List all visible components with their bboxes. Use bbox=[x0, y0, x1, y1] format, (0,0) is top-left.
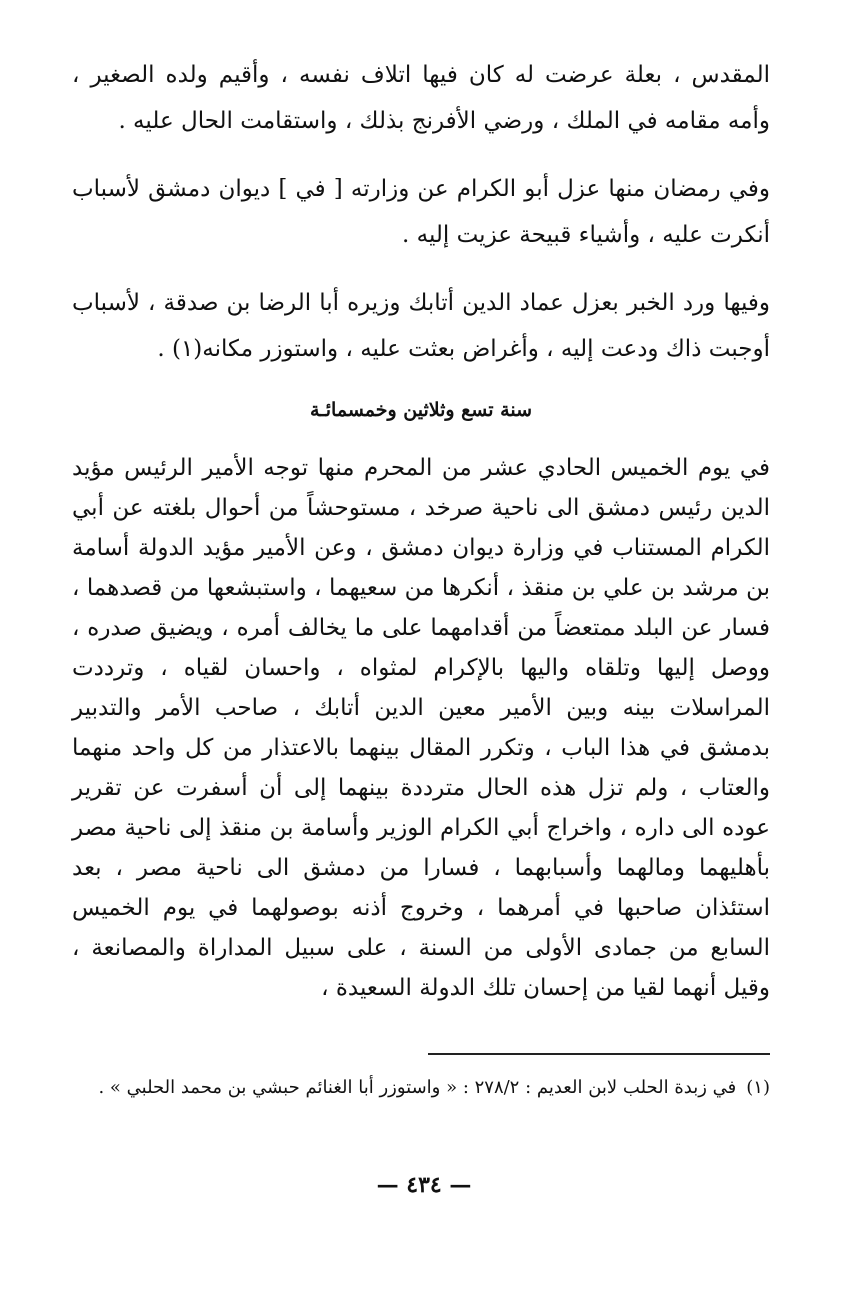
section-heading: سنة تسع وثلاثين وخمسمائـة bbox=[310, 399, 532, 421]
paragraph-2: وفي رمضان منها عزل أبو الكرام عن وزارته [ في ] ديوان دمشق لأسباب أنكرت عليه ، وأشياء قبيحة عزيت إليه . bbox=[72, 176, 770, 248]
page-number: — ٤٣٤ — bbox=[376, 1172, 472, 1198]
footnote-divider bbox=[428, 1053, 770, 1055]
page-body bbox=[72, 52, 770, 1008]
main-paragraph: في يوم الخميس الحادي عشر من المحرم منها توجه الأمير الرئيس مؤيد الدين رئيس دمشق الى ناحية صرخد ، مستوحشاً من أحوال بلغته عن أبي الكرام المستناب في وزارة ديوان دمشق ، وعن الأمير مؤيد الدولة أسامة بن مرشد بن علي بن منقذ ، أنكرها من سعيهما ، واستبشعها من قصدهما ، فسار عن البلد ممتعضاً من أقدامهما على ما يخالف أمره ، ويضيق صدره ، ووصل إليها وتلقاه واليها بالإكرام لمثواه ، واحسان لقياه ، وترددت المراسلات بينه وبين الأمير معين الدين أتابك ، صاحب الأمر والتدبير بدمشق في هذا الباب ، وتكرر المقال بينهما بالاعتذار من كل واحد منهما والعتاب ، ولم تزل هذه الحال مترددة بينهما إلى أن أسفرت عن تقرير عوده الى داره ، واخراج أبي الكرام الوزير وأسامة بن منقذ إلى ناحية مصر بأهليهما ومالهما وأسبابهما ، فسارا من دمشق الى ناحية مصر ، بعد استئذان صاحبها في أمرهما ، وخروج أذنه بوصولهما في يوم الخميس السابع من جمادى الأولى من السنة ، على سبيل المداراة والمصانعة ، وقيل أنهما لقيا من إحسان تلك الدولة السعيدة ، bbox=[72, 455, 770, 1001]
paragraph-1: المقدس ، بعلة عرضت له كان فيها اتلاف نفسه ، وأقيم ولده الصغير ، وأمه مقامه في الملك ، ورضي الأفرنج بذلك ، واستقامت الحال عليه . bbox=[72, 62, 770, 134]
footnote-text: في زبدة الحلب لابن العديم : ٢٧٨/٢ : « واستوزر أبا الغنائم حبشي بن محمد الحلبي » . bbox=[98, 1077, 737, 1098]
paragraph-3: وفيها ورد الخبر بعزل عماد الدين أتابك وزيره أبا الرضا بن صدقة ، لأسباب أوجبت ذاك ودعت إليه ، وأغراض بعثت عليه ، واستوزر مكانه(١) . bbox=[72, 290, 770, 362]
footnote bbox=[80, 1072, 770, 1104]
footnote-number: (١) bbox=[746, 1077, 770, 1098]
